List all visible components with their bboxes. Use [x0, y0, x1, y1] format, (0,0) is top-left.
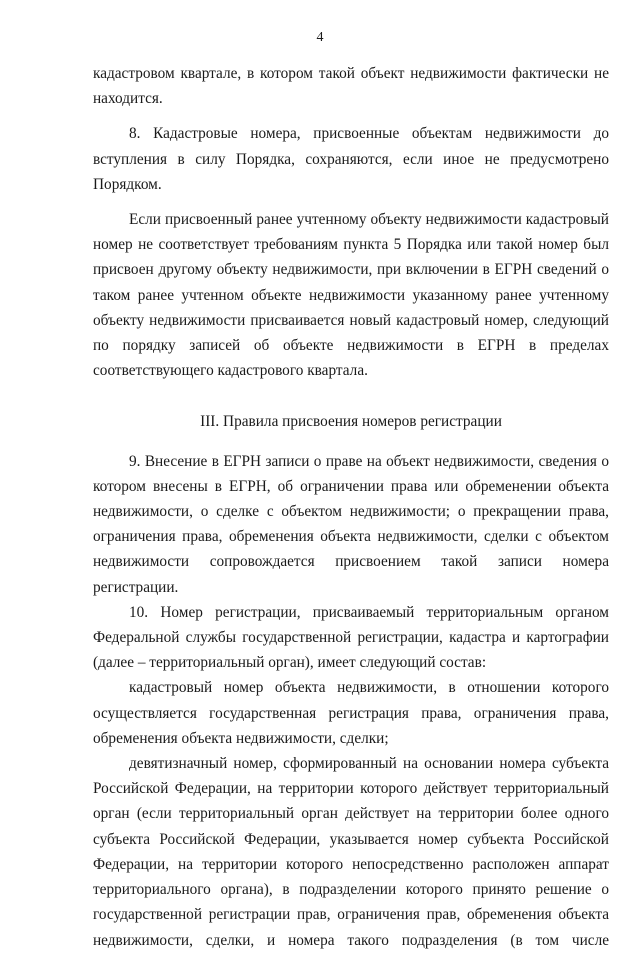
paragraph-item-8: 8. Кадастровые номера, присвоенные объектам недвижимости до вступления в силу Порядка, сохраняются, если иное не предусмотрено Порядком.	[93, 125, 609, 193]
paragraph-item-9: 9. Внесение в ЕГРН записи о праве на объект недвижимости, сведения о котором внесены в ЕГРН, об ограничении права или обременении объекта недвижимости, о сделке с объектом недвижимости; о прекращении права, ограничения права, обременения объекта недвижимости, сделки с объектом недвижимости сопровождается присвоением такой записи номера регистрации.	[93, 452, 609, 596]
paragraph-item-10: 10. Номер регистрации, присваиваемый территориальным органом Федеральной службы государственной регистрации, кадастра и картографии (далее – территориальный орган), имеет следующий состав:	[93, 603, 609, 672]
paragraph-item-10-cadastral: кадастровый номер объекта недвижимости, в отношении которого осуществляется государственная регистрация права, ограничения права, обременения объекта недвижимости, сделки;	[93, 679, 609, 747]
paragraph-item-8-second: Если присвоенный ранее учтенному объекту недвижимости кадастровый номер не соответствует требованиям пункта 5 Порядка или такой номер был присвоен другому объекту недвижимости, при включении в ЕГРН сведений о таком ранее учтенном объекте недвижимости указанному ранее учтенному объекту недвижимости присваивается новый кадастровый номер, следующий по порядку записей об объекте недвижимости в ЕГРН в пределах соответствующего кадастрового квартала.	[93, 211, 609, 380]
page-number: 4	[316, 30, 324, 45]
paragraph-item-10-nine-digit: девятизначный номер, сформированный на основании номера субъекта Российской Федерации, на территории которого действует территориальный орган (если территориальный орган действует на территории более одного субъекта Российской Федерации, указывается номер субъекта Российской Федерации, на территории которого непосредственно расположен аппарат территориального органа), в подразделении которого принято решение о государственной регистрации прав, ограничения прав, обременения объекта недвижимости, сделки, и номера такого подразделения (в том числе	[93, 755, 609, 949]
document-body	[93, 61, 609, 953]
paragraph-continuation: кадастровом квартале, в котором такой объект недвижимости фактически не находится.	[93, 65, 609, 108]
section-heading: III. Правила присвоения номеров регистрации	[200, 413, 502, 431]
